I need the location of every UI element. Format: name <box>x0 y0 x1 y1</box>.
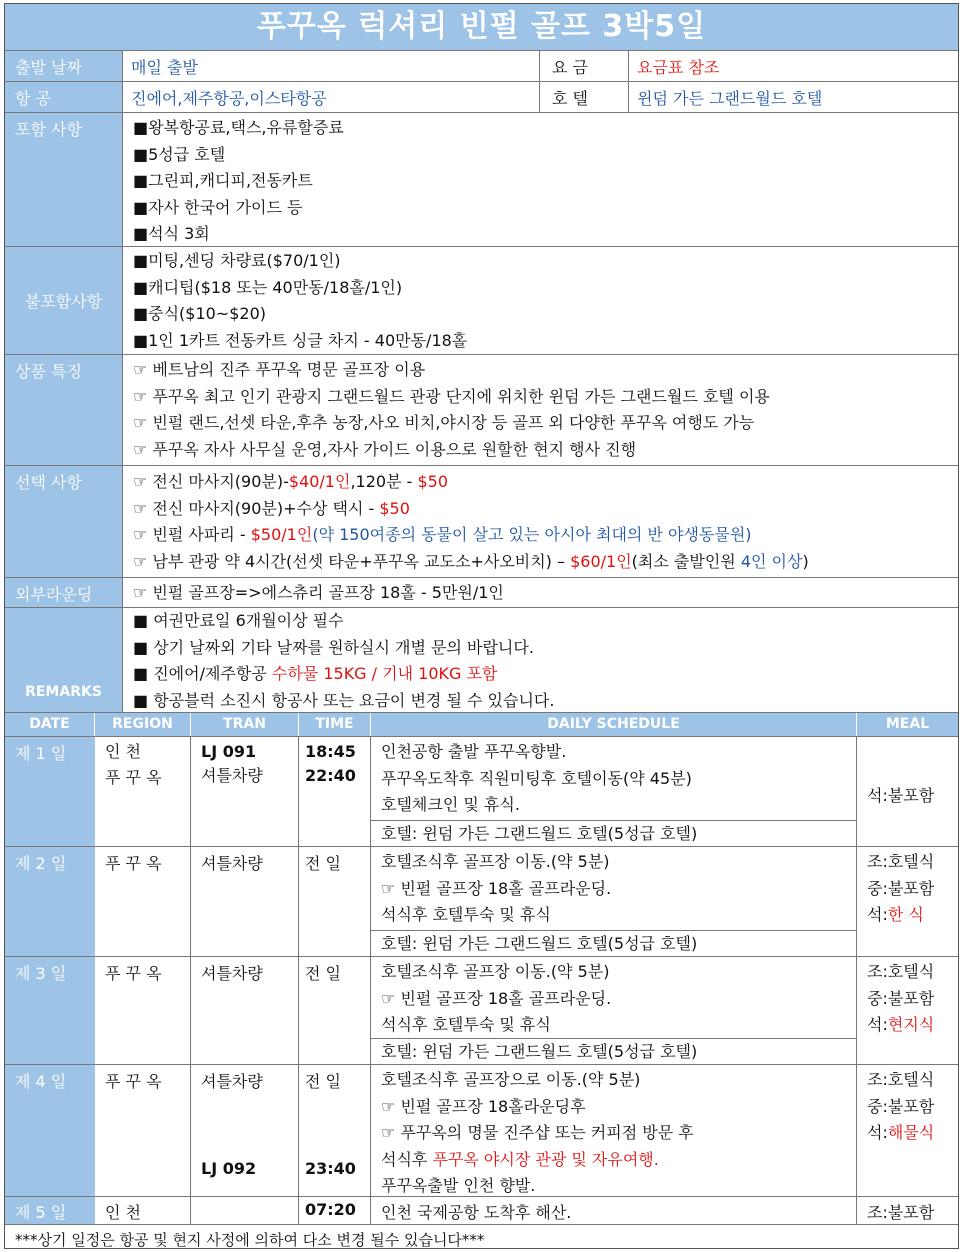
option-massage-taxi: ☞ 전신 마사지(90분)+수상 택시 - $50 <box>133 498 410 518</box>
option-south-tour-min: 4인 이상 <box>740 551 803 571</box>
page-title: 푸꾸옥 럭셔리 빈펄 골프 3박5일 <box>5 4 958 50</box>
option-massage-price: $40/1인 <box>288 472 351 491</box>
price-value: 요금표 참조 <box>637 58 720 77</box>
schedule-item: 푸꾸옥출발 인천 향발. <box>381 1176 536 1195</box>
day-time: 18:45 <box>305 742 356 761</box>
features-section <box>5 354 958 465</box>
day-flight: LJ 092 <box>201 1159 257 1178</box>
airline-value: 진에어,제주항공,이스타항공 <box>131 89 327 108</box>
meal-breakfast: 조:호텔식 <box>867 1070 935 1089</box>
schedule-item: 석식후 호텔투숙 및 휴식 <box>381 1015 551 1034</box>
meal-breakfast: 조:호텔식 <box>867 852 935 871</box>
option-massage-price-120: $50 <box>417 472 449 491</box>
outside-round-section <box>5 577 958 607</box>
schedule-item: 인천공항 출발 푸꾸옥향발. <box>381 742 567 761</box>
meal-dinner: 석:해물식 <box>867 1123 935 1142</box>
col-tran: TRAN <box>191 713 299 737</box>
day-time: 23:40 <box>305 1159 356 1178</box>
schedule-table-header <box>5 712 958 736</box>
included-section <box>5 112 958 246</box>
excluded-item: ■중식($10~$20) <box>133 304 266 323</box>
excluded-section <box>5 246 958 354</box>
schedule-item: 석식후 호텔투숙 및 휴식 <box>381 905 551 924</box>
excluded-item: ■1인 1카트 전동카트 싱글 차지 - 40만동/18홀 <box>133 330 468 350</box>
included-item: ■5성급 호텔 <box>133 144 226 164</box>
table-row <box>5 1196 958 1224</box>
options-section <box>5 465 958 577</box>
col-date: DATE <box>5 713 95 737</box>
option-safari: ☞ 빈펄 사파리 - $50/1인(약 150여종의 동물이 살고 있는 아시아 최대의 반 야생동물원) <box>133 525 752 544</box>
option-south-tour: ☞ 남부 관광 약 4시간(선셋 타운+푸꾸옥 교도소+사오비치) – $60/1인(최소 출발인원 4인 이상) <box>133 551 809 571</box>
included-label: 포함 사항 <box>5 113 123 246</box>
table-row <box>5 1064 958 1196</box>
day-hotel: 호텔: 윈덤 가든 그랜드월드 호텔(5성급 호텔) <box>371 930 856 956</box>
price-label: 요 금 <box>539 51 629 81</box>
col-meal: MEAL <box>885 716 930 732</box>
option-massage: ☞ 전신 마사지(90분)-$40/1인,120분 - $50 <box>133 472 449 491</box>
meal-dinner: 석:현지식 <box>867 1015 935 1034</box>
col-schedule: DAILY SCHEDULE <box>371 713 857 737</box>
option-south-tour-price: $60/1인 <box>570 551 632 571</box>
day-date: 제 1 일 <box>5 737 95 846</box>
day-region: 푸 꾸 옥 <box>95 957 191 1064</box>
meal-breakfast: 조:호텔식 <box>867 962 935 981</box>
day-date: 제 3 일 <box>5 957 95 1064</box>
day-date: 제 4 일 <box>5 1065 95 1196</box>
option-massage-taxi-price: $50 <box>379 498 410 518</box>
feature-item: ☞ 푸꾸옥 자사 사무실 운영,자사 가이드 이용으로 원할한 현지 행사 진행 <box>133 439 637 459</box>
included-item: ■그린피,캐디피,전동카트 <box>133 171 313 190</box>
excluded-item: ■캐디팁($18 또는 40만동/18홀/1인) <box>133 277 403 297</box>
itinerary-sheet <box>4 3 959 1249</box>
remark-item: ■ 상기 날짜외 기타 날짜를 원하실시 개별 문의 바랍니다. <box>133 637 534 657</box>
excluded-item: ■미팅,센딩 차량료($70/1인) <box>133 251 341 270</box>
day-time: 07:20 <box>299 1197 371 1224</box>
outside-round-label: 외부라운딩 <box>5 578 123 607</box>
schedule-item: 푸꾸옥도착후 직원미팅후 호텔이동(약 45분) <box>381 768 692 788</box>
day-transport: 셔틀차량 <box>201 1072 263 1091</box>
day-region: 인 천 <box>105 742 141 761</box>
options-label: 선택 사항 <box>5 466 123 577</box>
schedule-item: 호텔조식후 골프장 이동.(약 5분) <box>381 852 610 871</box>
day-transport: 셔틀차량 <box>191 847 299 956</box>
remark-item: ■ 여권만료일 6개월이상 필수 <box>133 611 344 630</box>
day-region: 푸 꾸 옥 <box>105 768 162 787</box>
day-meal: 석:불포함 <box>867 786 935 805</box>
remarks-section <box>5 607 958 712</box>
included-item: ■석식 3회 <box>133 224 210 243</box>
outside-round-item: ☞ 빈펄 골프장=>에스츄리 골프장 18홀 - 5만원/1인 <box>133 583 504 602</box>
table-row <box>5 956 958 1064</box>
meal-lunch: 중:불포함 <box>867 1096 935 1116</box>
hotel-value: 윈덤 가든 그랜드월드 호텔 <box>637 89 823 108</box>
day-time: 전 일 <box>299 957 371 1064</box>
day-date: 제 5 일 <box>5 1197 95 1224</box>
airline-label: 항 공 <box>5 82 123 112</box>
excluded-label: 불포함사항 <box>5 247 123 354</box>
day-region: 푸 꾸 옥 <box>95 1065 191 1196</box>
included-item: ■왕복항공료,택스,유류할증료 <box>133 118 344 137</box>
feature-item: ☞ 빈펄 랜드,선셋 타운,후추 농장,사오 비치,야시장 등 골프 외 다양한 푸꾸옥 여행도 가능 <box>133 413 755 432</box>
departure-value: 매일 출발 <box>131 58 198 77</box>
departure-row <box>5 50 958 81</box>
table-row <box>5 846 958 956</box>
remark-item: ■ 진에어/제주항공 수하물 15KG / 기내 10KG 포함 <box>133 664 498 683</box>
meal-dinner: 석:한 식 <box>867 905 924 924</box>
option-safari-price: $50/1인 <box>250 525 313 544</box>
night-market-tour: 푸꾸옥 야시장 관광 및 자유여행. <box>432 1149 659 1169</box>
day-time: 전 일 <box>305 1072 341 1091</box>
day-time: 전 일 <box>299 847 371 956</box>
day-transport: 셔틀차량 <box>191 957 299 1064</box>
remark-item: ■ 항공블럭 소진시 항공사 또는 요금이 변경 될 수 있습니다. <box>133 690 555 710</box>
hotel-label: 호 텔 <box>539 82 629 112</box>
schedule-item: ☞ 빈펄 골프장 18홀 골프라운딩. <box>381 988 612 1008</box>
meal-lunch: 중:불포함 <box>867 988 935 1008</box>
baggage-allowance: 수하물 15KG / 기내 10KG 포함 <box>271 664 498 683</box>
airline-row <box>5 81 958 112</box>
day-hotel: 호텔: 윈덤 가든 그랜드월드 호텔(5성급 호텔) <box>371 1038 856 1064</box>
day-meal: 조:불포함 <box>867 1203 935 1222</box>
remarks-label: REMARKS <box>5 608 123 712</box>
included-item: ■자사 한국어 가이드 등 <box>133 197 303 217</box>
footer-note: ***상기 일정은 항공 및 현지 사정에 의하여 다소 변경 될수 있습니다*** <box>5 1224 958 1250</box>
option-safari-note: (약 150여종의 동물이 살고 있는 아시아 최대의 반 야생동물원) <box>312 525 752 544</box>
col-time: TIME <box>299 713 371 737</box>
day-region: 인 천 <box>95 1197 191 1224</box>
schedule-item: 호텔조식후 골프장으로 이동.(약 5분) <box>381 1070 641 1089</box>
schedule-item: 호텔조식후 골프장 이동.(약 5분) <box>381 962 610 981</box>
schedule-item: ☞ 푸꾸옥의 명물 진주샵 또는 커피점 방문 후 <box>381 1123 694 1142</box>
table-row <box>5 736 958 846</box>
day-transport: 셔틀차량 <box>201 766 263 785</box>
col-region: REGION <box>95 713 191 737</box>
day-flight: LJ 091 <box>201 742 257 761</box>
day-date: 제 2 일 <box>5 847 95 956</box>
day-time: 22:40 <box>305 766 356 785</box>
day-region: 푸 꾸 옥 <box>95 847 191 956</box>
features-label: 상품 특징 <box>5 355 123 465</box>
day-hotel: 호텔: 윈덤 가든 그랜드월드 호텔(5성급 호텔) <box>371 820 856 846</box>
schedule-item: ☞ 빈펄 골프장 18홀라운딩후 <box>381 1096 586 1116</box>
schedule-item: 석식후 푸꾸옥 야시장 관광 및 자유여행. <box>381 1149 659 1169</box>
schedule-item: 호텔체크인 및 휴식. <box>381 795 520 814</box>
feature-item: ☞ 베트남의 진주 푸꾸옥 명문 골프장 이용 <box>133 360 426 379</box>
schedule-item: ☞ 빈펄 골프장 18홀 골프라운딩. <box>381 878 612 898</box>
meal-lunch: 중:불포함 <box>867 878 935 898</box>
schedule-item: 인천 국제공항 도착후 해산. <box>371 1197 857 1224</box>
departure-label: 출발 날짜 <box>5 51 123 81</box>
feature-item: ☞ 푸꾸옥 최고 인기 관광지 그랜드월드 관광 단지에 위치한 윈덤 가든 그랜드월드 호텔 이용 <box>133 386 770 406</box>
